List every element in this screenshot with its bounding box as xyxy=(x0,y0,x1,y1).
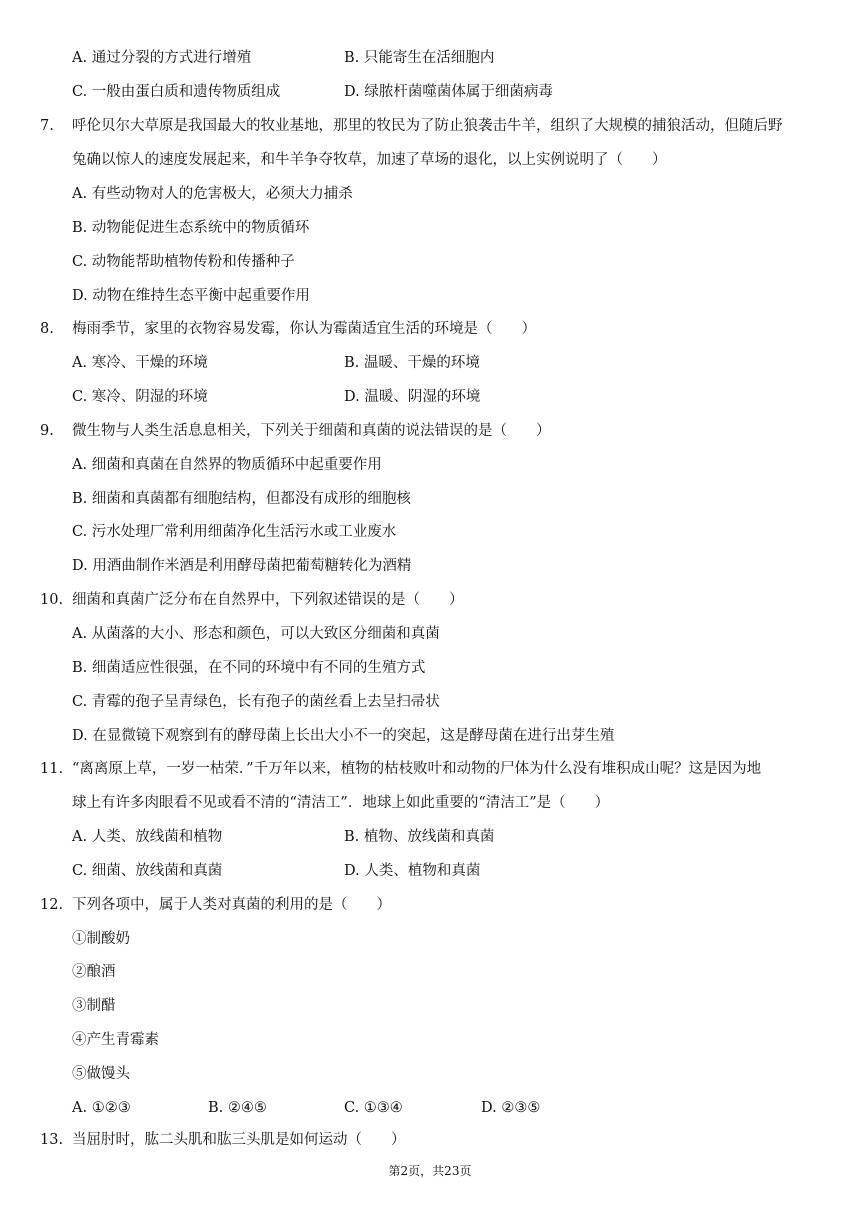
q7-option-a: A. 有些动物对人的危害极大，必须大力捕杀 xyxy=(72,186,353,202)
q9-number: 9. xyxy=(40,423,54,439)
q8-stem: 梅雨季节，家里的衣物容易发霉，你认为霉菌适宜生活的环境是（ ） xyxy=(72,321,536,337)
q12-stem: 下列各项中，属于人类对真菌的利用的是（ ） xyxy=(72,897,391,913)
q7-option-b: B. 动物能促进生态系统中的物质循环 xyxy=(72,220,310,236)
q10-option-c: C. 青霉的孢子呈青绿色，长有孢子的菌丝看上去呈扫帚状 xyxy=(72,694,440,710)
q9-stem: 微生物与人类生活息息相关，下列关于细菌和真菌的说法错误的是（ ） xyxy=(72,423,551,439)
q11-stem-line1: “离离原上草，一岁一枯荣．”千万年以来，植物的枯枝败叶和动物的尸体为什么没有堆积成山呢？这是因为地 xyxy=(72,761,762,777)
q12-option-a: A. ①②③ xyxy=(72,1100,131,1116)
q9-option-b: B. 细菌和真菌都有细胞结构，但都没有成形的细胞核 xyxy=(72,491,411,507)
q8-option-b: B. 温暖、干燥的环境 xyxy=(344,355,480,371)
q8-option-d: D. 温暖、阴湿的环境 xyxy=(344,389,481,405)
q6-option-b: B. 只能寄生在活细胞内 xyxy=(344,50,495,66)
q7-option-c: C. 动物能帮助植物传粉和传播种子 xyxy=(72,254,295,270)
q12-item-5: ⑤做馒头 xyxy=(72,1066,130,1082)
q8-number: 8. xyxy=(40,321,54,337)
q12-item-2: ②酿酒 xyxy=(72,964,116,980)
q8-option-c: C. 寒冷、阴湿的环境 xyxy=(72,389,208,405)
q11-number: 11. xyxy=(40,761,64,777)
q12-item-1: ①制酸奶 xyxy=(72,931,130,947)
q13-stem: 当屈肘时，肱二头肌和肱三头肌是如何运动（ ） xyxy=(72,1132,406,1148)
q13-number: 13. xyxy=(40,1132,64,1148)
q11-stem-line2: 球上有许多肉眼看不见或看不清的“清洁工”．地球上如此重要的“清洁工”是（ ） xyxy=(72,795,610,811)
q11-option-b: B. 植物、放线菌和真菌 xyxy=(344,829,495,845)
q6-option-c: C. 一般由蛋白质和遗传物质组成 xyxy=(72,84,281,100)
q12-item-3: ③制醋 xyxy=(72,998,116,1014)
q10-option-b: B. 细菌适应性很强，在不同的环境中有不同的生殖方式 xyxy=(72,660,426,676)
q7-stem-line1: 呼伦贝尔大草原是我国最大的牧业基地，那里的牧民为了防止狼袭击牛羊，组织了大规模的捕狼活动，但随后野 xyxy=(72,118,783,134)
page-footer: 第2页，共23页 xyxy=(388,1164,472,1178)
q7-stem-line2: 兔确以惊人的速度发展起来，和牛羊争夺牧草，加速了草场的退化，以上实例说明了（ ） xyxy=(72,152,667,168)
q9-option-a: A. 细菌和真菌在自然界的物质循环中起重要作用 xyxy=(72,457,382,473)
q12-item-4: ④产生青霉素 xyxy=(72,1032,159,1048)
q9-option-c: C. 污水处理厂常利用细菌净化生活污水或工业废水 xyxy=(72,524,397,540)
q8-option-a: A. 寒冷、干燥的环境 xyxy=(72,355,208,371)
q6-option-a: A. 通过分裂的方式进行增殖 xyxy=(72,50,252,66)
q7-number: 7. xyxy=(40,118,54,134)
q11-option-a: A. 人类、放线菌和植物 xyxy=(72,829,223,845)
q12-option-d: D. ②③⑤ xyxy=(481,1100,541,1116)
q11-option-c: C. 细菌、放线菌和真菌 xyxy=(72,863,223,879)
q12-option-b: B. ②④⑤ xyxy=(208,1100,267,1116)
q6-option-d: D. 绿脓杆菌噬菌体属于细菌病毒 xyxy=(344,84,553,100)
q10-number: 10. xyxy=(40,592,64,608)
q11-option-d: D. 人类、植物和真菌 xyxy=(344,863,481,879)
q10-option-a: A. 从菌落的大小、形态和颜色，可以大致区分细菌和真菌 xyxy=(72,626,440,642)
q12-number: 12. xyxy=(40,897,64,913)
q12-option-c: C. ①③④ xyxy=(344,1100,403,1116)
q10-option-d: D. 在显微镜下观察到有的酵母菌上长出大小不一的突起，这是酵母菌在进行出芽生殖 xyxy=(72,728,615,744)
q9-option-d: D. 用酒曲制作米酒是利用酵母菌把葡萄糖转化为酒精 xyxy=(72,558,412,574)
q10-stem: 细菌和真菌广泛分布在自然界中，下列叙述错误的是（ ） xyxy=(72,592,464,608)
q7-option-d: D. 动物在维持生态平衡中起重要作用 xyxy=(72,288,310,304)
